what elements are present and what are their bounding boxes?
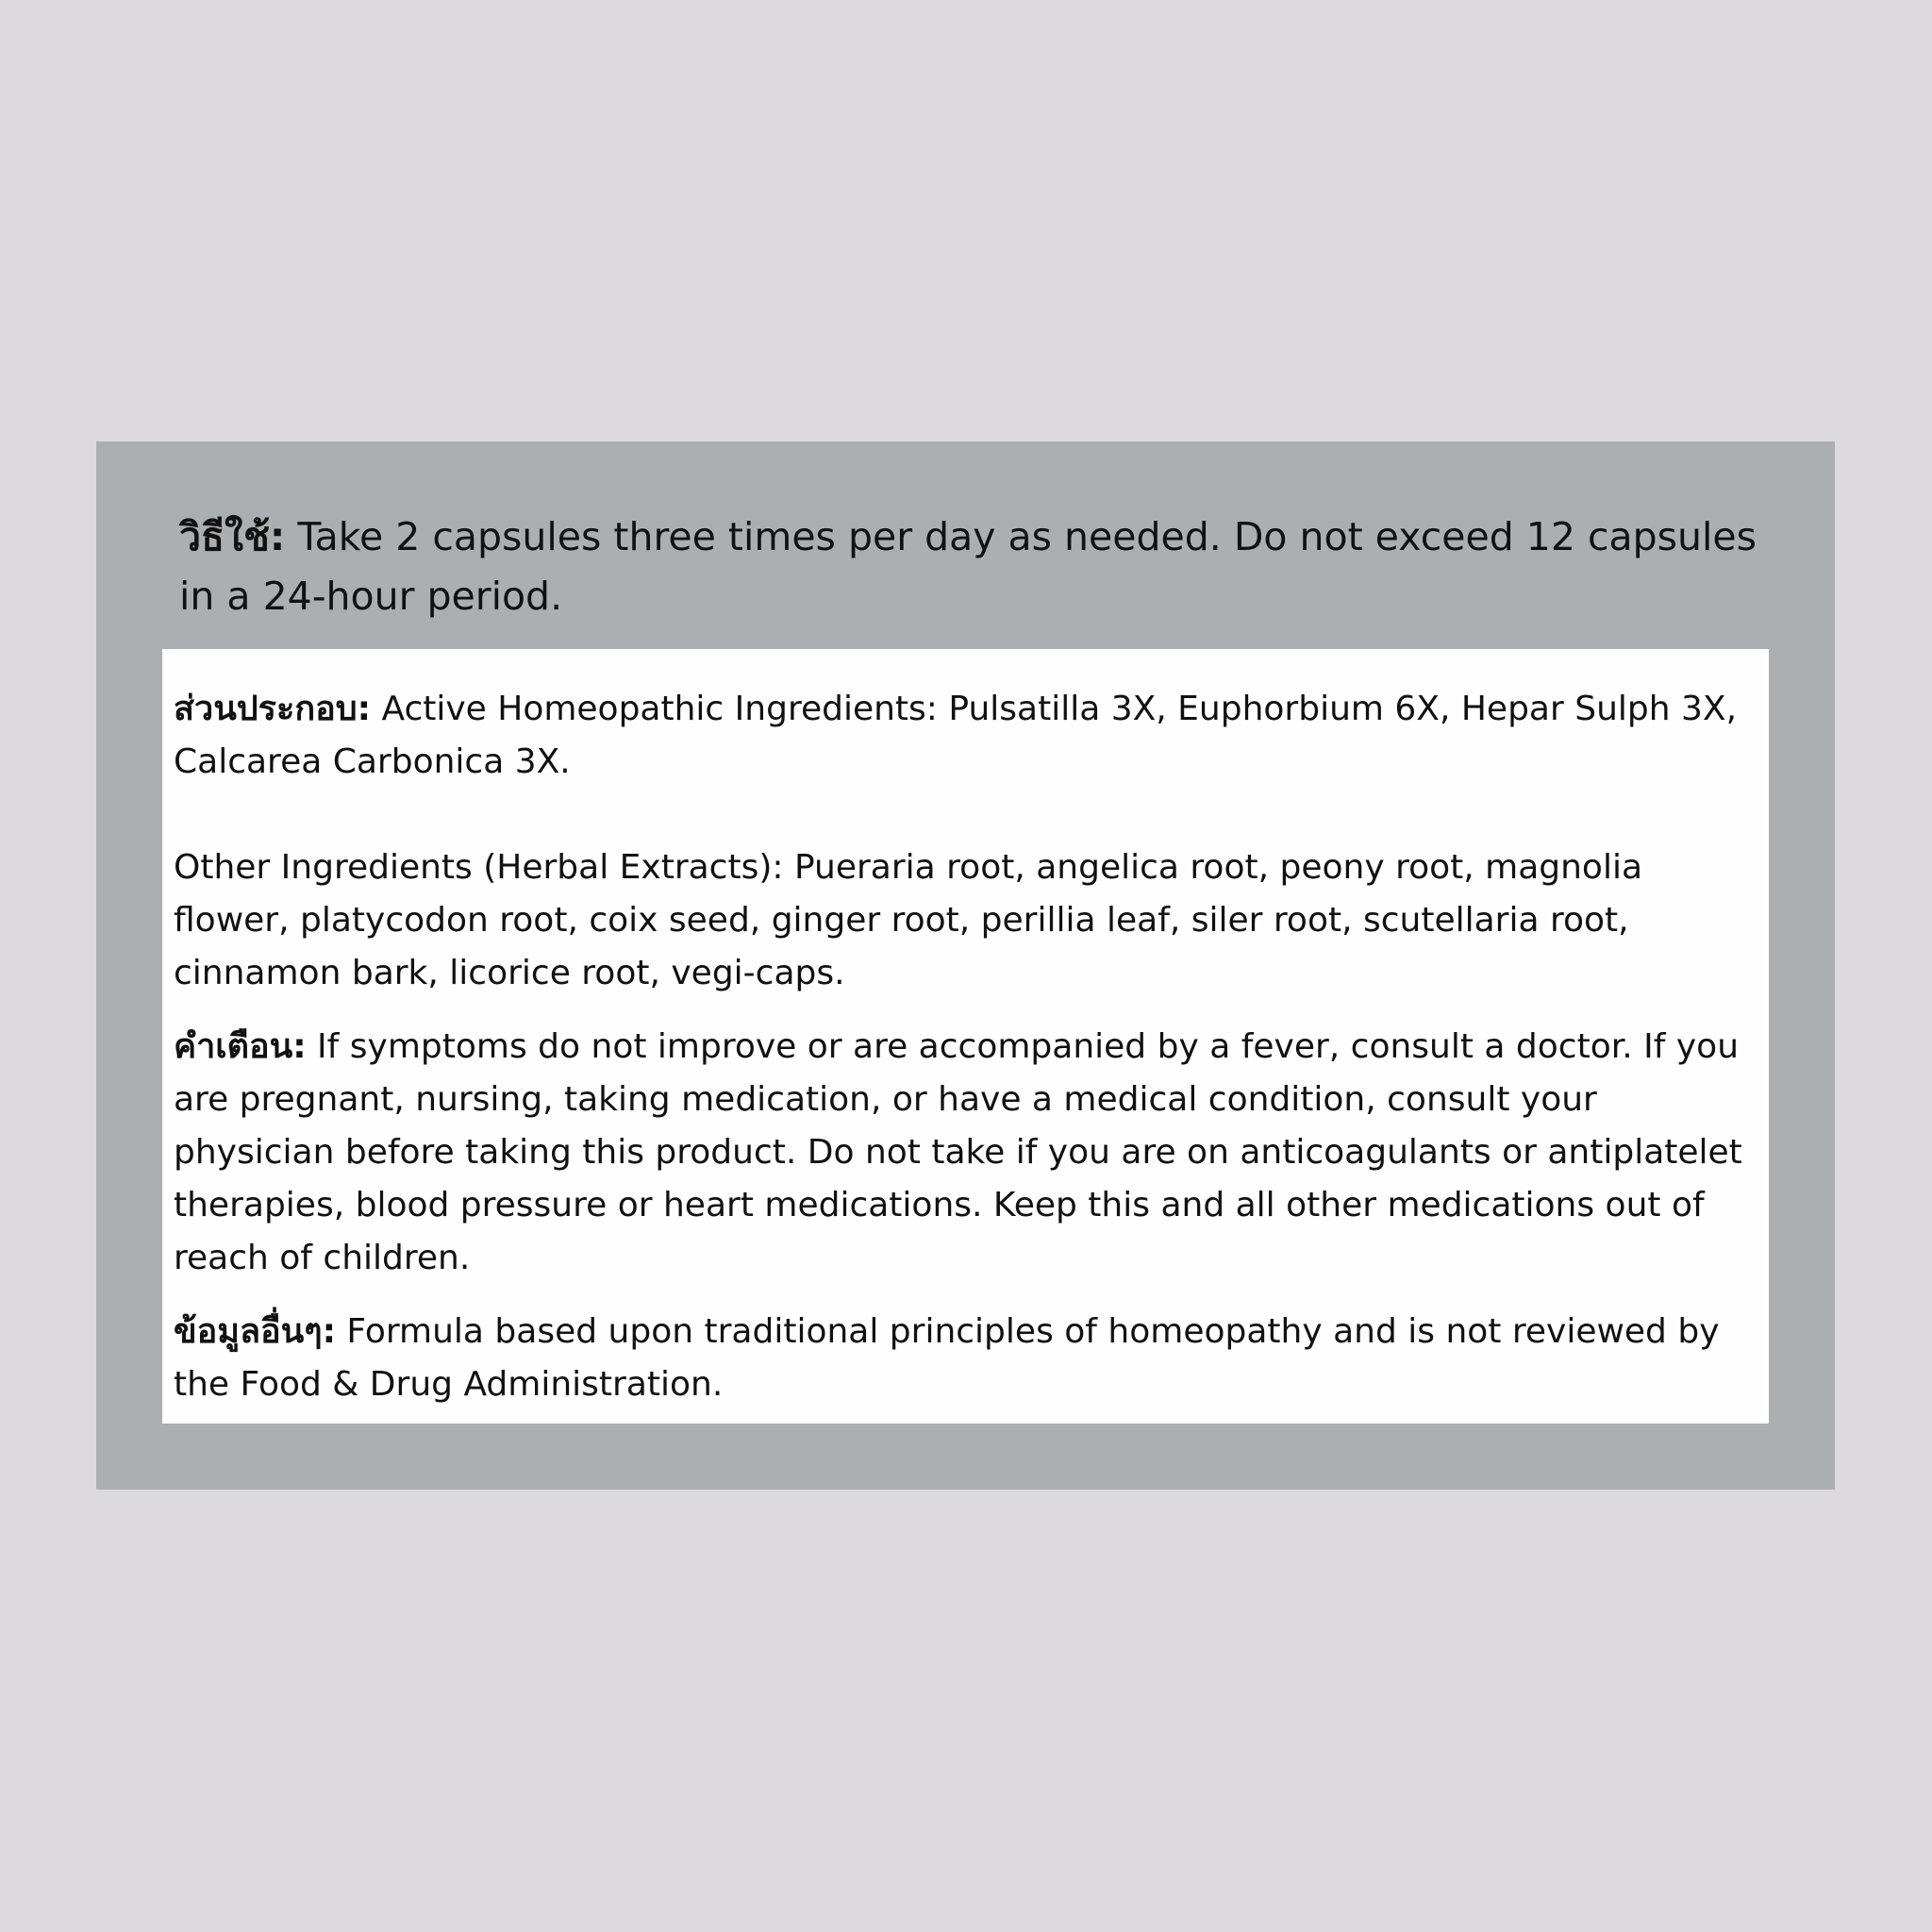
other-info-label: ข้อมูลอื่นๆ:: [174, 1312, 336, 1351]
active-ingredients-text: Active Homeopathic Ingredients: Pulsatilla 3X, Euphorbium 6X, Hepar Sulph 3X, Calcarea Carbonica 3X.: [174, 690, 1738, 781]
directions-label: วิธีใช้:: [179, 514, 286, 559]
warnings-text: If symptoms do not improve or are accompanied by a fever, consult a doctor. If you are pregnant, nursing, taking medication, or have a medical condition, consult your physician before taking this product. Do not take if you are on anticoagulants or antiplatelet therapies, blood pressure or heart medications. Keep this and all other medications out of reach of children.: [174, 1027, 1742, 1277]
directions-section: [179, 508, 1764, 626]
directions-text: Take 2 capsules three times per day as needed. Do not exceed 12 capsules in a 24-hour period.: [179, 514, 1757, 619]
info-box: [162, 649, 1769, 1424]
label-panel: [96, 441, 1835, 1490]
ingredients-section: [174, 683, 1757, 789]
other-info-section: [174, 1306, 1757, 1411]
other-ingredients-text: Other Ingredients (Herbal Extracts): Pueraria root, angelica root, peony root, magnolia flower, platycodon root, coix seed, ginger root, perillia leaf, siler root, scutellaria root, cinnamon bark, licorice root, vegi-caps.: [174, 848, 1643, 992]
ingredients-label: ส่วนประกอบ:: [174, 690, 371, 728]
warnings-section: [174, 1021, 1757, 1285]
warnings-label: คำเตือน:: [174, 1027, 307, 1066]
other-info-text: Formula based upon traditional principles of homeopathy and is not reviewed by the Food & Drug Administration.: [174, 1312, 1720, 1404]
